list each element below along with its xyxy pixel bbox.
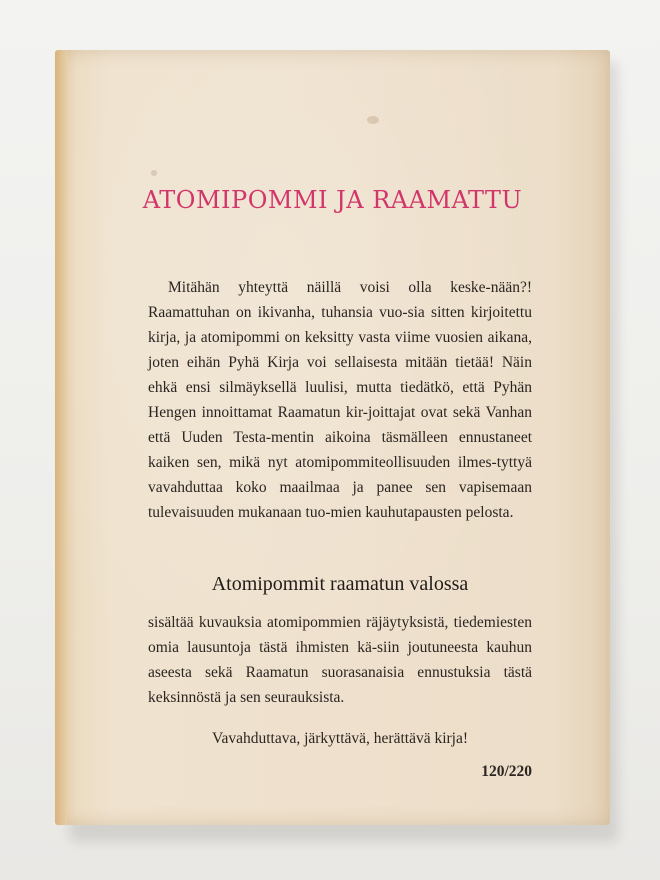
price-label: 120/220 [481, 763, 532, 780]
stain-spot [151, 170, 157, 176]
contents-paragraph: sisältää kuvauksia atomipommien räjäytyksistä, tiedemiesten omia lausuntoja tästä ihmisten kä-siin joutuneesta kauhun aseesta sekä Raamatun suorasanaisia ennustuksia tästä keksinnöstä ja sen seurauksista. [148, 614, 532, 706]
intro-paragraph: Mitähän yhteyttä näillä voisi olla keske-nään?! Raamattuhan on ikivanha, tuhansia vuo-sia sitten kirjoitettu kirja, ja atomipommi on keksitty vasta viime vuosien aikana, joten eihän Pyhä Kirja voi sellaisesta mitään tietää! Näin ehkä ensi silmäyksellä luulisi, mutta tiedätkö, että Pyhän Hengen innoittamat Raamatun kir-joittajat ovat sekä Vanhan että Uuden Testa-mentin aikoina täsmälleen ennustaneet kaiken sen, mikä nyt atomipommiteollisuuden ilmes-tyttyä vavahduttaa koko maailmaa ja panee sen vapisemaan tulevaisuuden mukanaan tuo-mien kauhutapausten pelosta. [148, 279, 532, 521]
cover-title: ATOMIPOMMI JA RAAMATTU [142, 186, 523, 214]
tagline: Vavahduttava, järkyttävä, herättävä kirja! [211, 730, 469, 747]
stain-spot [367, 116, 379, 124]
spine-edge [55, 50, 67, 825]
book-back-cover [55, 50, 610, 825]
book-subtitle: Atomipommit raamatun valossa [211, 573, 469, 595]
